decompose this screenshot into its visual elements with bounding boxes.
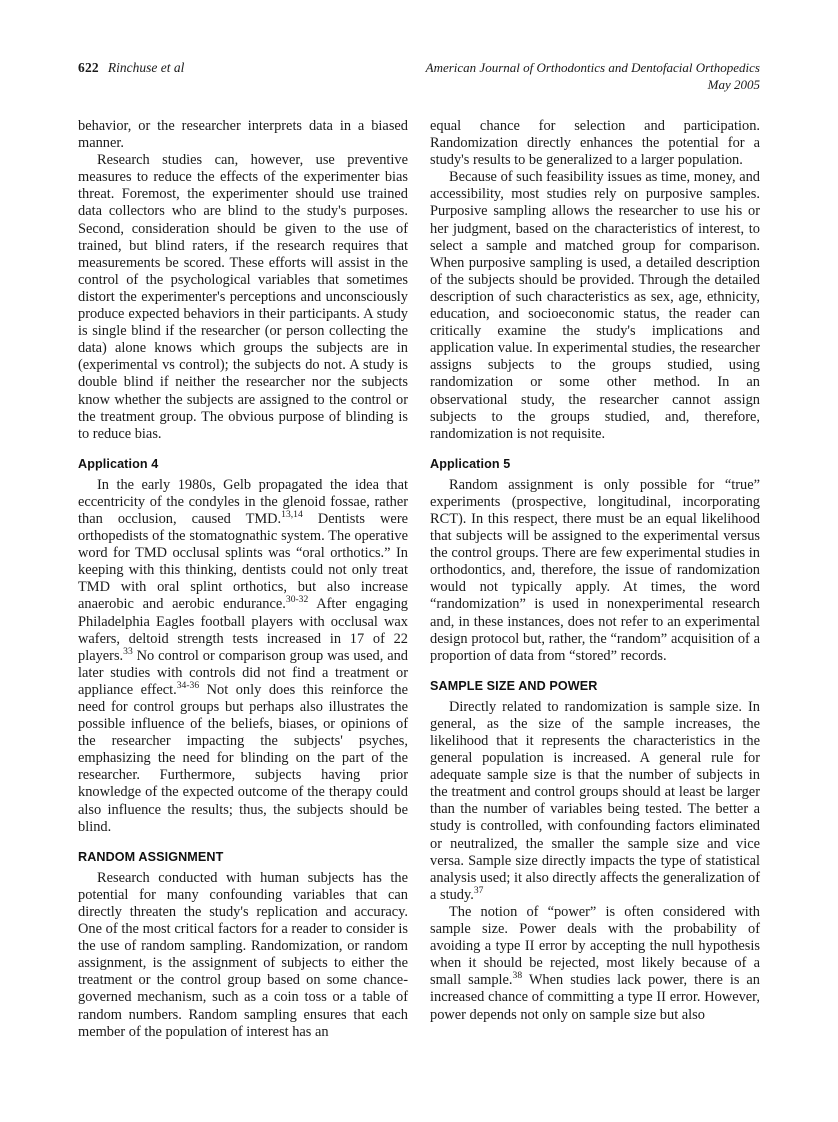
page-number: 622 [78,60,99,75]
paragraph [430,904,760,1024]
reference-superscript: 37 [473,885,484,897]
paragraph-text: After engaging Philadelphia Eagles football players with occlusal wax wafers, deltoid strength tests increased in 17 of 22 players. [78,596,409,664]
paragraph-text: When studies lack power, there is an increased chance of committing a type II error. However, power depends not only on sample size but also [430,972,760,1023]
paragraph-text: Dentists were orthopedists of the stomatognathic system. The operative word for TMD occlusal splints was “oral orthotics.” In keeping with this thinking, dentists could not only treat TMD with oral splint orthotics, but also increase anaerobic and aerobic endurance. [78,510,409,613]
body-columns [78,118,760,1078]
paragraph-text: The notion of “power” is often considered with sample size. Power deals with the probability of avoiding a type II error by accepting the null hypothesis when it should be rejected, most likely because of a small sample. [430,903,760,989]
paragraph-text: No control or comparison group was used, and later studies with controls did not find a treatment or appliance effect. [78,647,408,698]
section-heading-sample-size-and-power: SAMPLE SIZE AND POWER [430,678,598,693]
reference-superscript: 13,14 [281,509,303,521]
paragraph: behavior, or the researcher interprets data in a biased manner. [78,118,408,152]
paragraph [430,699,760,904]
running-head-authors: Rinchuse et al [107,60,185,75]
reference-superscript: 30-32 [285,594,309,606]
section-heading-application-5: Application 5 [430,456,511,471]
issue-date: May 2005 [707,76,760,92]
running-head [78,60,760,100]
reference-superscript: 38 [512,970,523,982]
section-heading-application-4: Application 4 [78,456,159,471]
paragraph [78,477,408,836]
running-head-left [78,60,184,76]
paragraph: Because of such feasibility issues as time, money, and accessibility, most studies rely on purposive samples. Purposive sampling allows the researcher to use his or her judgment, based on the characteristics of interest, to select a sample and matched group for comparison. When purposive sampling is used, a detailed description of the subjects should be provided. Through the detailed description of such characteristics as sex, age, ethnicity, education, and socioeconomic status, the reader can critically examine the study's implications and application value. In experimental studies, the researcher assigns subjects to the groups studied, using randomization or some other method. In an observational study, the researcher cannot assign subjects to the groups studied, and, therefore, randomization is not requisite. [430,169,760,442]
paragraph: Research conducted with human subjects has the potential for many confounding variables that can directly threaten the study's replication and accuracy. One of the most critical factors for a reader to consider is the use of random sampling. Randomization, or random assignment, is the assignment of subjects to either the treatment or the control group based on some chance-governed mechanism, such as a coin toss or a table of random numbers. Random sampling ensures that each member of the population of interest has an [78,869,408,1040]
paragraph-text: In the early 1980s, Gelb propagated the idea that eccentricity of the condyles in the glenoid fossae, rather than occlusion, caused TMD. [78,476,408,527]
paragraph-text: Not only does this reinforce the need for control groups but perhaps also illustrates the possible influence of the beliefs, biases, or opinions of the researcher impacting the subjects' psyches, emphasizing the need for blinding on the part of the researcher. Furthermore, subjects having prior knowledge of the expected outcome of the therapy could also influence the results; thus, the subjects should be blind. [78,681,409,835]
reference-superscript: 33 [123,645,133,657]
reference-superscript: 34-36 [176,680,200,692]
column-right [430,118,760,1078]
paragraph-text: Directly related to randomization is sample size. In general, as the size of the sample increases, the likelihood that it represents the characteristics in the general population is increased. A general rule for adequate sample size is that the number of subjects in the treatment and control groups should at least be larger than the number of variables being tested. The better a study is controlled, with confounding factors eliminated or neutralized, the smaller the sample size and vice versa. Sample size directly impacts the type of statistical analysis used; it also directly affects the generalization of a study. [430,698,760,903]
journal-title: American Journal of Orthodontics and Dentofacial Orthopedics [425,60,760,75]
paragraph: Random assignment is only possible for “true” experiments (prospective, longitudinal, incorporating RCT). In this respect, there must be an equal likelihood that subjects will be assigned to the experimental versus the control groups. There are few experimental studies in orthodontics, and, therefore, the issue of randomization would not typically apply. At times, the word “randomization” is used in nonexperimental research and, in these instances, does not refer to an experimental design protocol but, rather, the “random” acquisition of a proportion of data from “stored” records. [430,476,760,664]
column-left [78,118,408,1078]
paragraph: equal chance for selection and participation. Randomization directly enhances the potential for a study's results to be generalized to a larger population. [430,118,760,169]
section-heading-random-assignment: RANDOM ASSIGNMENT [78,849,224,864]
paragraph: Research studies can, however, use preventive measures to reduce the effects of the experimenter bias threat. Foremost, the experimenter should use trained data collectors who are blind to the study's purposes. Second, consideration should be given to the use of trained, but blind raters, if the research requires that measurements be scored. These efforts will assist in the control of the psychological variables that sometimes distort the experimenter's perceptions and unconsciously produce expected behaviors in their participants. A study is single blind if the researcher (or person collecting the data) alone knows which groups the subjects are in (experimental vs control); the subjects do not. A study is double blind if neither the researcher nor the subjects know whether the subjects are assigned to the control or the treatment group. The obvious purpose of blinding is to reduce bias. [78,152,408,442]
running-head-right [426,60,760,93]
